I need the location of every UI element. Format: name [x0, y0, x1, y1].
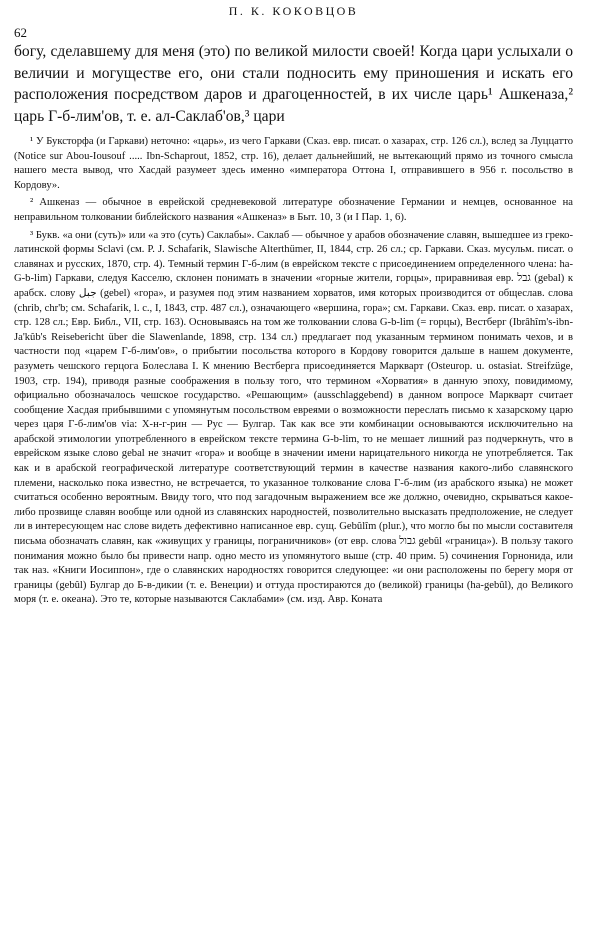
- page-number: 62: [14, 25, 27, 40]
- main-text-paragraph: богу, сделавшему для меня (это) по великой милости своей! Когда цари услыхали о величии и могуществе его, они стали подносить ему приношения и искать его расположения посредством даров и драгоценностей, в их числе царь¹ Ашкеназа,² царь Г-б-лим'ов, т. е. ал-Саклаб'ов,³ цари: [14, 43, 573, 125]
- footnote-3: ³ Букв. «а они (суть)» или «а это (суть) Саклабы». Саклаб — обычное у арабов обозначение славян, вышедшее из греко-латинской формы Sclavi (см. P. J. Schafarik, Slawische Alterthümer, II, 1844, стр. 26 сл.; ср. Гаркави. Сказ. мусульм. писат. о славянах и русских, 1870, стр. 4). Темный термин Г-б-лим (в еврейском тексте с присоединением определенного члена: ha-G-b-lim) Гаркави, следуя Касселю, склонен понимать в значении «горные жители, горцы», приравнивая евр. גבל (gebal) к арабск. слову جبل (gebel) «гора», и разумея под этим названием хорватов, имя которых производится от общеслав. слова (chrib, chr'b; см. Schafarik, l. c., I, 1843, стр. 487 сл.), означающего «вершина, гора»; см. Гаркави. Сказ. евр. писат. о хазарах, стр. 128 сл.; Евр. Библ., VII, стр. 163). Основываясь на том же толковании слова G-b-lim (= горцы), Вестберг (Ibrâhîm's-ibn-Ja'kûb's Reisebericht über die Slawenlande, 1898, стр. 134 сл.) предлагает под указанным термином понимать чехов, и в частности под «царем Г-б-лим'ов», о прибытии посольства которого в Кордову говорится дальше в нашем документе, разуметь чешского герцога Болеслава I. К мнению Вестберга присоединяется Маркварт (Osteurop. u. ostasiat. Streifzüge, 1903, стр. 194), приводя разные соображения в пользу того, что термином «Хорватия» в данную эпоху, повидимому, официально обозначалось чешское государство. «Решающим» (ausschlaggebend) в данном вопросе Маркварт считает сообщение Хасдая прибывшими с упомянутым посольством евреями о возможности переслать письмо к хазарскому царю через царя Г-б-лим'ов via: Х-н-г-рин — Рус — Булгар. Так как все эти комбинации основываются исключительно на арабской этимологии употребленного в еврейском тексте термина G-b-lim, то не мешает лишний раз подчеркнуть, что в еврейском языке слово gebal не значит «гора» и вообще в значении имени нарицательного никогда не употребляется. Так как и в арабской географической литературе соответствующий термин в качестве названия какого-либо славянского племени, насколько пока известно, не встречается, то указанное толкование слова Г-б-лим (из арабского языка) не может считаться особенно вероятным. Ввиду того, что под загадочным выражением все же должно, очевидно, скрываться какое-либо прозвище славян вообще или одной из славянских народностей, позволительно высказать предположение, не следует ли в интересующем нас слове видеть дефективно написанное евр. сущ. Gebûlîm (plur.), что могло бы по мысли составителя письма обозначать славян, как «живущих у границы, пограничников» (от евр. слова גבול gebûl «граница»). В пользу такого понимания можно было бы привести напр. одно место из упомянутого выше (стр. 40 прим. 5) сочинения Горнонида, или так наз. «Книги Иосиппон», где о славянских народностях говорится следующее: «и они расположены по берегу моря от границы (gebûl) Булгар до Б-в-дикии (т. е. Венеции) и оттуда простираются до (великой) границы (ha-gebûl), до Великого моря (т. е. океана). Это те, которые называются Саклабами» (см. изд. Авр. Коната: [14, 229, 574, 606]
- running-head: П. К. КОКОВЦОВ: [228, 4, 359, 18]
- footnote-1: ¹ У Буксторфа (и Гаркави) неточно: «царь», из чего Гаркави (Сказ. евр. писат. о хазарах, стр. 126 сл.), вслед за Луццатто (Notice sur Abou-Iousouf ..... Ibn-Schaprout, 1852, стр. 16), делает дальнейший, не вытекающий прямо из точного смысла нашего места вывод, что Хасдай разумеет здесь именно «императора Оттона I, отправившего в 956 г. посольство в Кордову».: [14, 136, 573, 191]
- footnote-2: ² Ашкеназ — обычное в еврейской средневековой литературе обозначение Германии и немцев, основанное на неправильном толковании библейского названия «Ашкеназ» в Быт. 10, 3 (и I Пар. 1, 6).: [14, 197, 573, 223]
